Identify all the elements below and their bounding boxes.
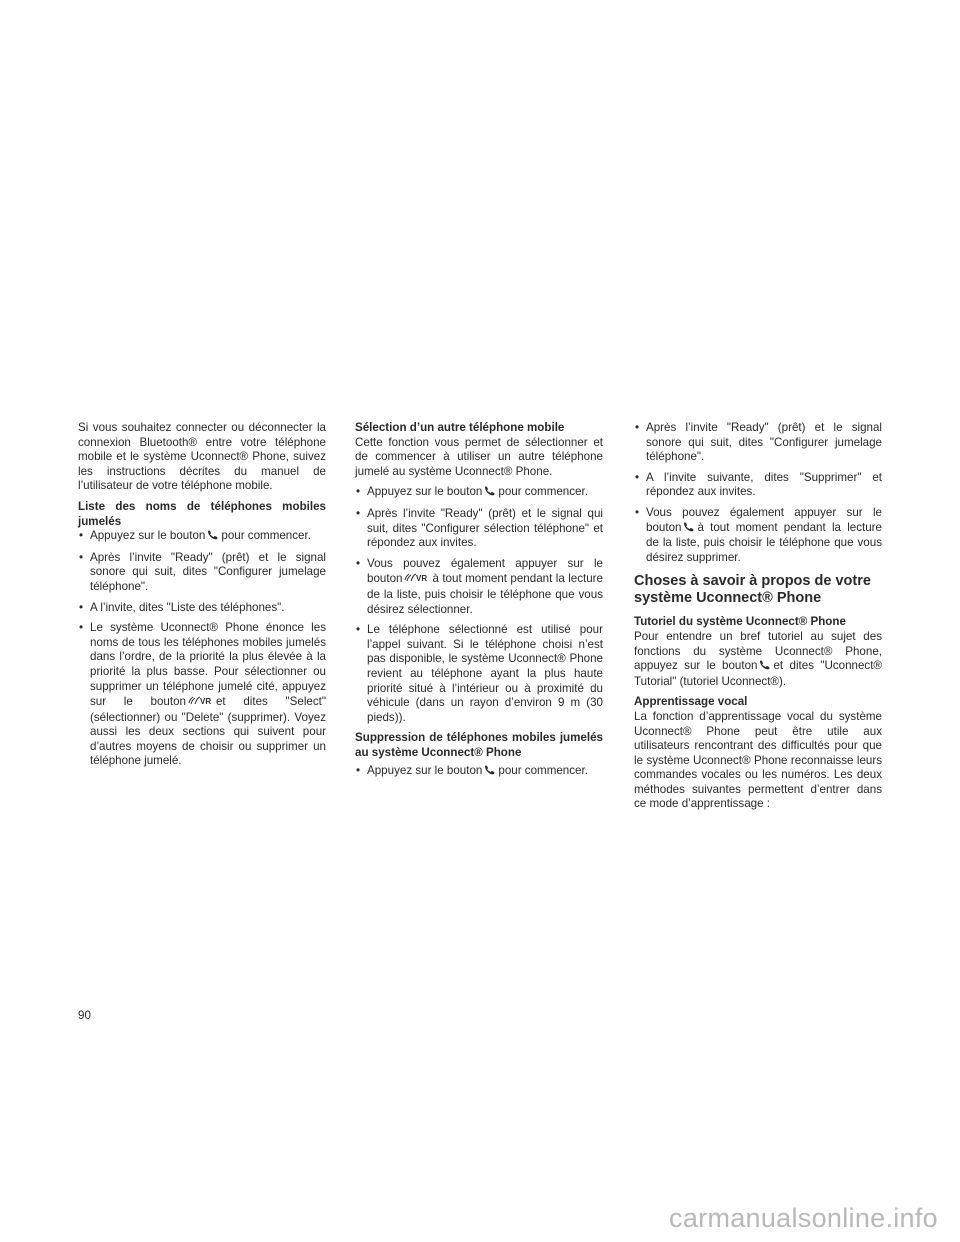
heading-tutorial: Tutoriel du système Uconnect® Phone — [634, 615, 846, 629]
watermark: carmanualsonline.info — [669, 1203, 938, 1233]
column-middle — [355, 421, 603, 786]
section-title: Choses à savoir à propos de votre système Uconnect® Phone — [634, 573, 871, 606]
page-number: 90 — [78, 1009, 91, 1022]
phone-icon — [759, 660, 771, 675]
step-text: Appuyez sur le bouton — [367, 485, 483, 499]
heading-list-paired-phones: Liste des noms de téléphones mobiles jumelés — [78, 499, 326, 528]
list-item: • Après l’invite "Ready" (prêt) et le signal sonore qui suit, dites "Configurer jumelage téléphone". — [78, 551, 326, 595]
svg-text:VR: VR — [199, 697, 212, 707]
paragraph-select-phone: Cette fonction vous permet de sélectionner et de commencer à utiliser un autre téléphone jumelé au système Uconnect® Phone. — [355, 435, 603, 478]
voice-command-icon — [188, 694, 214, 711]
list-item: • Après l’invite "Ready" (prêt) et le signal sonore qui suit, dites "Configurer jumelage téléphone". — [634, 421, 882, 465]
list-item — [355, 485, 603, 501]
list-item — [634, 506, 882, 565]
phone-icon — [207, 530, 219, 545]
list-item — [355, 764, 603, 780]
heading-delete-phones: Suppression de téléphones mobiles jumelés au système Uconnect® Phone — [355, 731, 603, 759]
paragraph-text: Pour entendre un bref tutoriel au sujet des fonctions du système Uconnect® Phone, appuyez sur le bouton — [634, 629, 882, 673]
column-left — [78, 421, 326, 775]
list-delete-phone-steps-continued — [634, 421, 882, 565]
list-item: • A l’invite suivante, dites "Supprimer" et répondez aux invites. — [634, 471, 882, 500]
intro-paragraph: Si vous souhaitez connecter ou déconnecter la connexion Bluetooth® entre votre téléphone mobile et le système Uconnect® Phone, suivez les instructions décrites du manuel de l’utilisateur de votre téléphone mobile. — [78, 421, 326, 493]
step-text: Le système Uconnect® Phone énonce les noms de tous les téléphones mobiles jumelés dans l’ordre, de la priorité la plus élevée à la priorité la plus basse. Pour sélectionner ou supprimer un téléphone jumelé cité, appuyez sur le bouton — [90, 621, 326, 709]
step-text: pour commencer. — [498, 764, 588, 778]
phone-icon — [484, 765, 496, 780]
heading-select-phone: Sélection d’un autre téléphone mobile — [355, 421, 565, 434]
list-paired-phones-steps — [78, 529, 326, 769]
paragraph-tutorial — [634, 630, 882, 689]
step-text: pour commencer. — [221, 529, 311, 543]
list-item: • Après l’invite "Ready" (prêt) et le signal qui suit, dites "Configurer sélection téléphone" et répondez aux invites. — [355, 507, 603, 551]
step-text: Vous pouvez également appuyer sur le bouton — [646, 505, 882, 534]
step-text: Vous pouvez également appuyer sur le bouton — [367, 556, 603, 586]
heading-voice-training: Apprentissage vocal — [634, 695, 748, 709]
svg-text:VR: VR — [416, 574, 428, 584]
list-item — [355, 557, 603, 617]
list-item: • A l’invite, dites "Liste des téléphones". — [78, 601, 326, 616]
list-item — [78, 621, 326, 769]
voice-command-icon — [404, 571, 430, 588]
step-text: Appuyez sur le bouton — [367, 764, 483, 778]
step-text: pour commencer. — [498, 485, 588, 499]
phone-icon — [484, 486, 496, 501]
paragraph-voice-training: La fonction d’apprentissage vocal du système Uconnect® Phone peut être utile aux utilisateurs rencontrant des difficultés pour que le système Uconnect® Phone reconnaisse leurs commandes vocales ou les numéros. Les deux méthodes suivantes permettent d’entrer dans ce mode d’apprentissage : — [634, 709, 882, 811]
list-item: • Le téléphone sélectionné est utilisé pour l’appel suivant. Si le téléphone choisi n’est pas disponible, le système Uconnect® Phone revient au téléphone ayant la plus haute priorité situé à l’intérieur ou à proximité du véhicule (dans un rayon d’environ 9 m (30 pieds)). — [355, 623, 603, 725]
step-text: à tout moment pendant la lecture de la liste, puis choisir le téléphone que vous désirez sélectionner. — [367, 572, 603, 616]
paragraph-text: et dites "Uconnect® Tutorial" (tutoriel Uconnect®). — [634, 659, 882, 688]
phone-icon — [683, 522, 695, 537]
list-item — [78, 529, 326, 545]
step-text: Appuyez sur le bouton — [90, 529, 206, 543]
step-text: et dites "Select" (sélectionner) ou "Delete" (supprimer). Voyez aussi les deux sections qui suivent pour d’autres moyens de choisir ou supprimer un téléphone jumelé. — [90, 695, 326, 768]
step-text: à tout moment pendant la lecture de la liste, puis choisir le téléphone que vous désirez supprimer. — [646, 520, 882, 564]
list-delete-phone-steps — [355, 764, 603, 780]
list-select-phone-steps — [355, 485, 603, 725]
column-right — [634, 421, 882, 818]
